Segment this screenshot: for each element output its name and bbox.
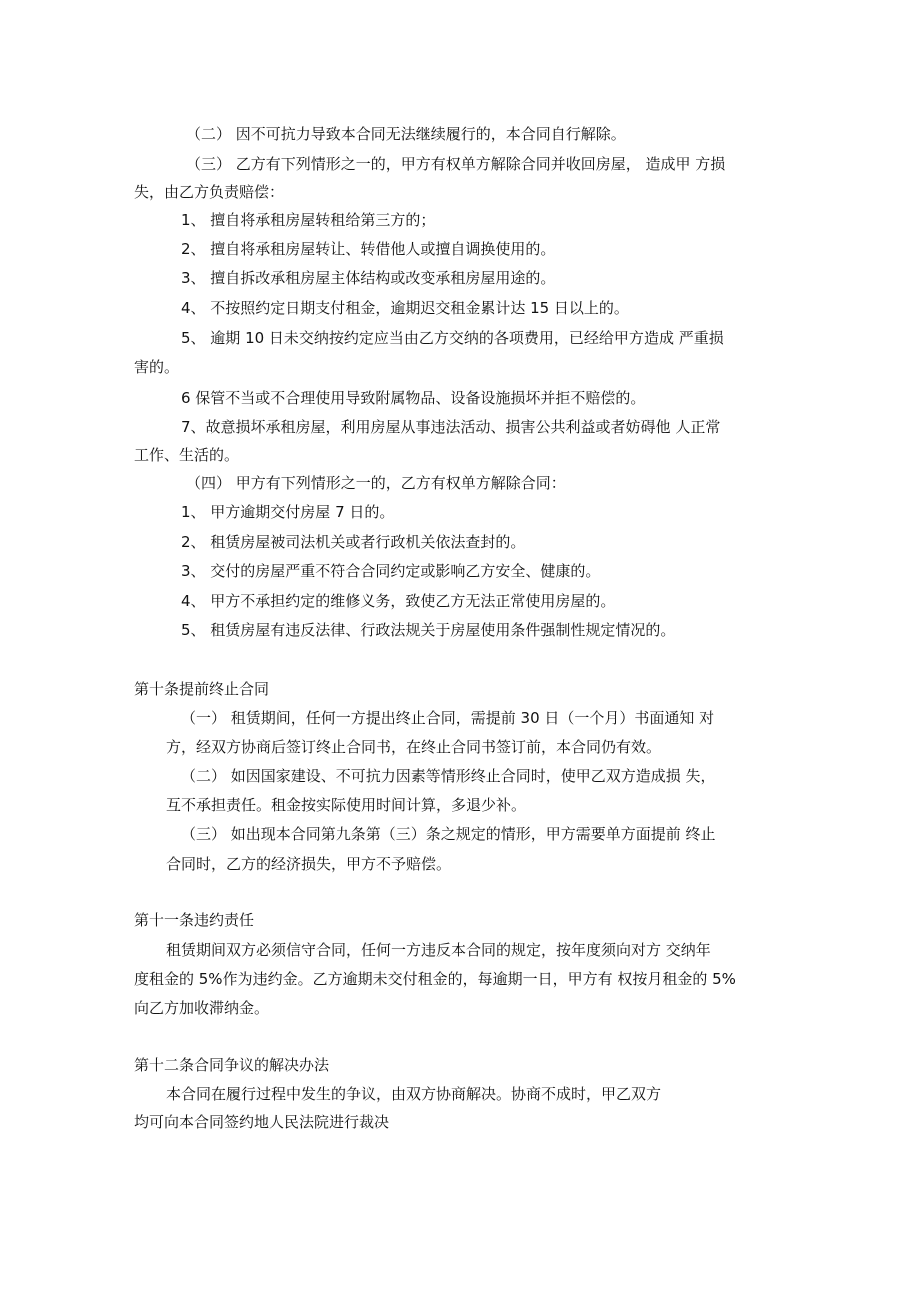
tenant-breach-7-line1: 7、故意损坏承租房屋，利用房屋从事违法活动、损害公共利益或者妨碍他 人正常: [181, 418, 721, 436]
clause-10-1-line2: 方，经双方协商后签订终止合同书，在终止合同书签订前，本合同仍有效。: [166, 738, 662, 756]
section-12-heading: 第十二条合同争议的解决办法: [134, 1056, 330, 1074]
tenant-breach-3: 3、 擅自拆改承租房屋主体结构或改变承租房屋用途的。: [181, 269, 556, 287]
landlord-breach-2: 2、 租赁房屋被司法机关或者行政机关依法查封的。: [181, 533, 526, 551]
landlord-breach-4: 4、 甲方不承担约定的维修义务，致使乙方无法正常使用房屋的。: [181, 592, 616, 610]
section-10-heading: 第十条提前终止合同: [134, 680, 270, 698]
tenant-breach-4: 4、 不按照约定日期支付租金，逾期迟交租金累计达 15 日以上的。: [181, 299, 629, 317]
section-12-line2: 均可向本合同签约地人民法院进行裁决: [134, 1113, 390, 1131]
clause-10-3-line1: （三） 如出现本合同第九条第（三）条之规定的情形，甲方需要单方面提前 终止: [181, 825, 716, 843]
clause-9-4: （四） 甲方有下列情形之一的，乙方有权单方解除合同：: [186, 474, 566, 492]
section-11-heading: 第十一条违约责任: [134, 911, 255, 929]
landlord-breach-1: 1、 甲方逾期交付房屋 7 日的。: [181, 503, 395, 521]
tenant-breach-5-line1: 5、 逾期 10 日未交纳按约定应当由乙方交纳的各项费用，已经给甲方造成 严重损: [181, 329, 724, 347]
tenant-breach-5-line2: 害的。: [134, 358, 180, 376]
clause-9-3-line2: 失，由乙方负责赔偿：: [134, 183, 285, 201]
tenant-breach-1: 1、 擅自将承租房屋转租给第三方的；: [181, 211, 436, 229]
section-12-line1: 本合同在履行过程中发生的争议，由双方协商解决。协商不成时，甲乙双方: [166, 1085, 662, 1103]
clause-10-1-line1: （一） 租赁期间，任何一方提出终止合同，需提前 30 日（一个月）书面通知 对: [181, 709, 715, 727]
section-11-line1: 租赁期间双方必须信守合同，任何一方违反本合同的规定，按年度须向对方 交纳年: [166, 941, 711, 959]
clause-9-2: （二） 因不可抗力导致本合同无法继续履行的，本合同自行解除。: [186, 125, 626, 143]
clause-10-2-line1: （二） 如因国家建设、不可抗力因素等情形终止合同时，使甲乙双方造成损 失，: [181, 767, 716, 785]
tenant-breach-2: 2、 擅自将承租房屋转让、转借他人或擅自调换使用的。: [181, 240, 556, 258]
clause-9-3-line1: （三） 乙方有下列情形之一的，甲方有权单方解除合同并收回房屋， 造成甲 方损: [186, 155, 726, 173]
section-11-line3: 向乙方加收滞纳金。: [134, 999, 270, 1017]
landlord-breach-3: 3、 交付的房屋严重不符合合同约定或影响乙方安全、健康的。: [181, 562, 601, 580]
landlord-breach-5: 5、 租赁房屋有违反法律、行政法规关于房屋使用条件强制性规定情况的。: [181, 621, 676, 639]
tenant-breach-7-line2: 工作、生活的。: [134, 446, 240, 464]
section-11-line2: 度租金的 5%作为违约金。乙方逾期未交付租金的，每逾期一日，甲方有 权按月租金的 5%: [134, 970, 736, 988]
clause-10-3-line2: 合同时，乙方的经济损失，甲方不予赔偿。: [166, 855, 452, 873]
clause-10-2-line2: 互不承担责任。租金按实际使用时间计算，多退少补。: [166, 796, 527, 814]
tenant-breach-6: 6 保管不当或不合理使用导致附属物品、设备设施损坏并拒不赔偿的。: [181, 389, 646, 407]
